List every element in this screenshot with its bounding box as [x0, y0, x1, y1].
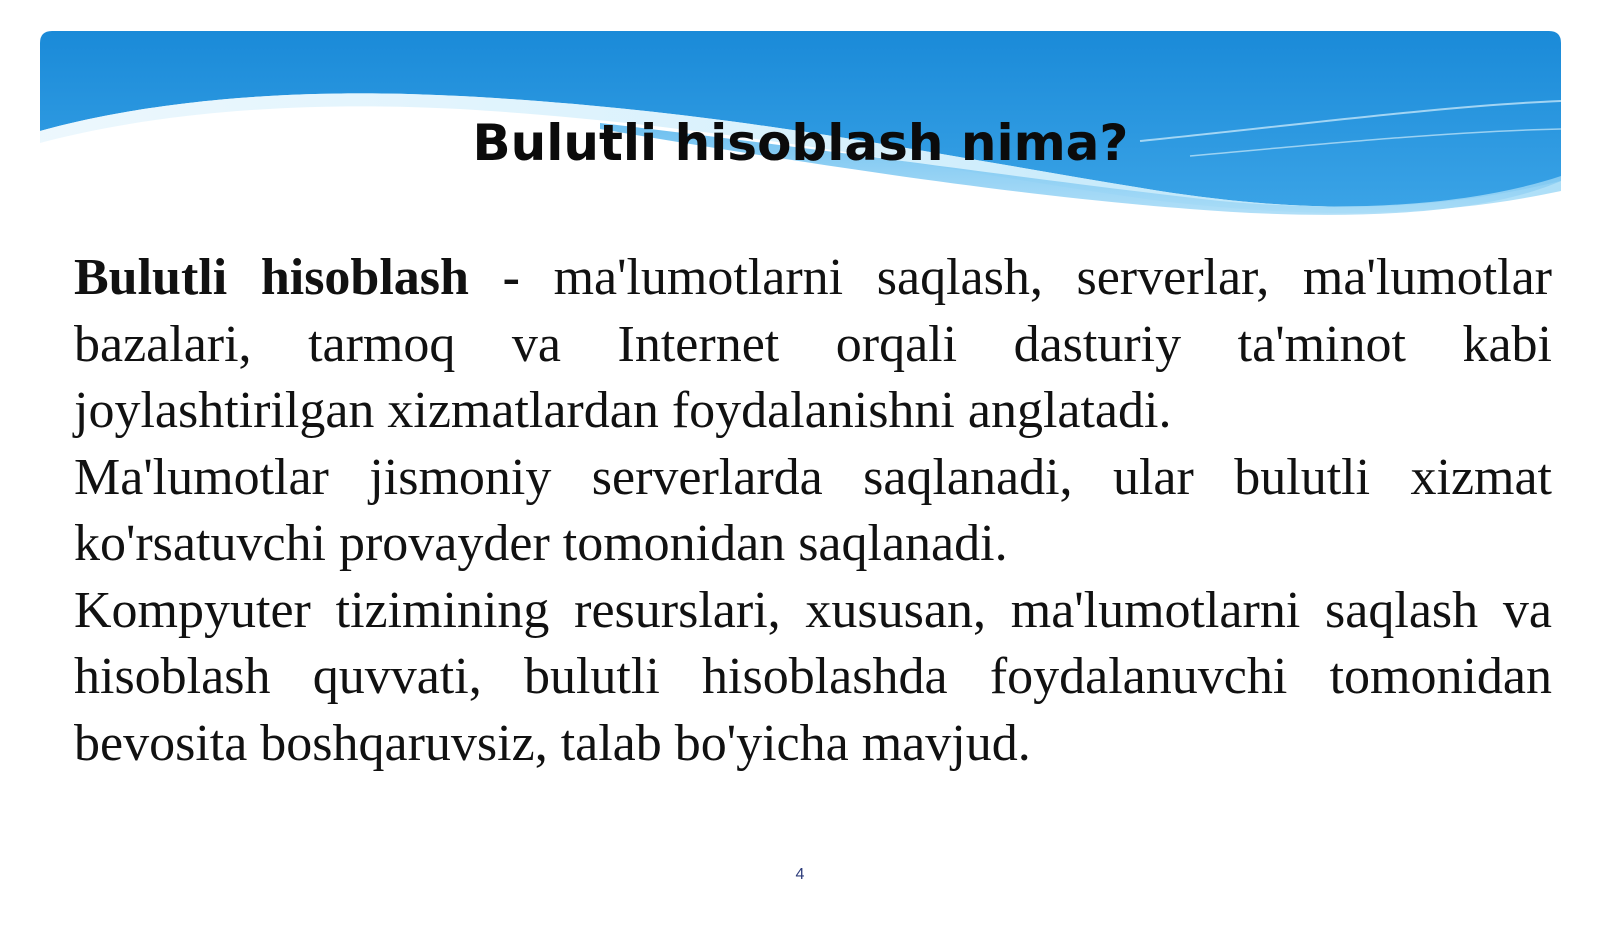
paragraph-storage: Ma'lumotlar jismoniy serverlarda saqlanadi, ular bulutli xizmat ko'rsatuvchi provayder tomonidan saqlanadi. — [74, 448, 1552, 572]
definition-text: ma'lumotlarni saqlash, serverlar, ma'lumotlar bazalari, tarmoq va Internet orqali dasturiy ta'minot kabi joylashtirilgan xizmatlardan foydalanishni anglatadi. — [74, 249, 1552, 439]
definition-term: Bulutli hisoblash — [74, 249, 469, 306]
paragraph-resources: Kompyuter tizimining resurslari, xususan, ma'lumotlarni saqlash va hisoblash quvvati, bulutli hisoblashda foydalanuvchi tomonidan bevosita boshqaruvsiz, talab bo'yicha mavjud. — [74, 581, 1552, 772]
slide-body — [74, 245, 1552, 777]
definition-paragraph — [74, 245, 1552, 445]
page-number: 4 — [795, 866, 805, 883]
definition-separator: - — [468, 249, 554, 306]
slide-title: Bulutli hisoblash nima? — [472, 114, 1129, 172]
